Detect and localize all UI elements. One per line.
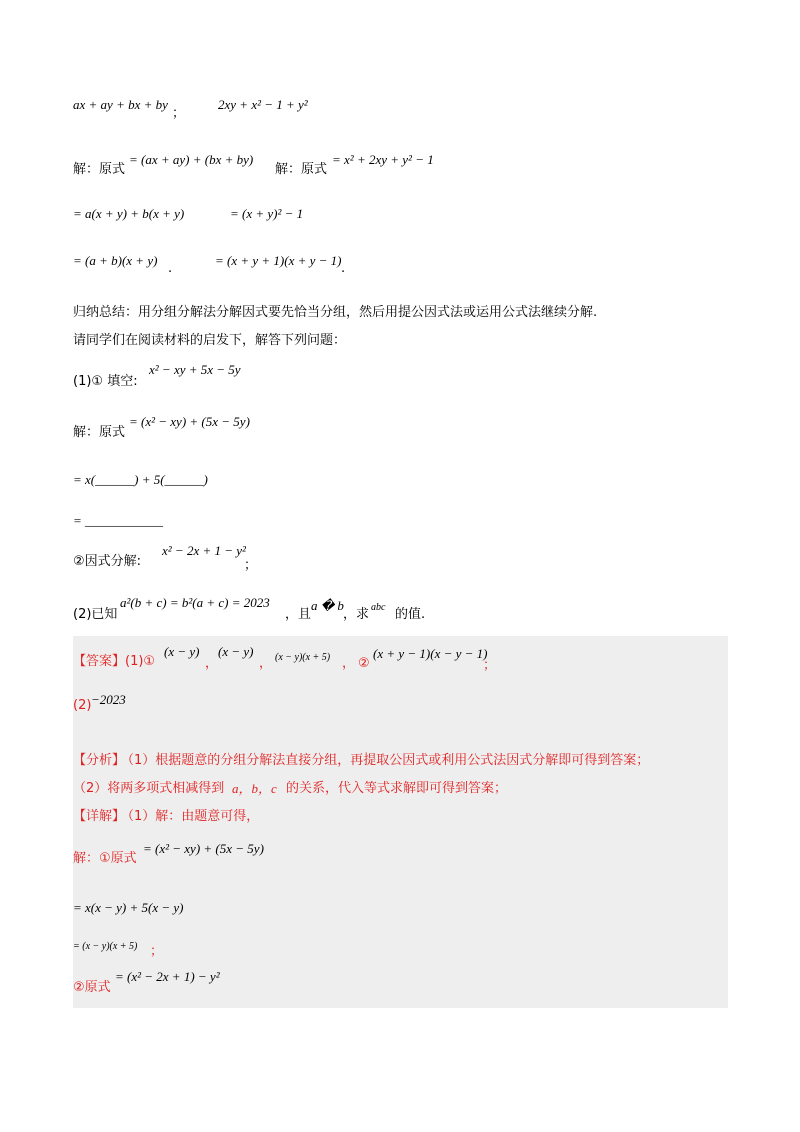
detail-step-4: = (x² − 2x + 1) − y² (115, 969, 220, 984)
semicolon: ； (172, 106, 186, 121)
solution-label: 解：原式 (73, 162, 126, 177)
question-2-label: (2)已知 (73, 607, 118, 622)
detail-step-3: = (x − y)(x + 5) (73, 941, 138, 952)
answer-result-2: (x + y − 1)(x − y − 1) (373, 646, 488, 661)
period: . (341, 261, 346, 276)
detail-solution-label: 解：①原式 (73, 851, 137, 866)
solution-left-step-3: = (a + b)(x + y) (73, 253, 158, 268)
question-1-expr: x² − xy + 5x − 5y (149, 362, 241, 377)
answer-part-2-value: −2023 (91, 692, 126, 707)
detail-line-1: （1）解：由题意可得， (121, 809, 260, 824)
q1-solution-label: 解：原式 (73, 425, 126, 440)
period: . (168, 261, 173, 276)
question-2-condition: a � b (311, 598, 344, 613)
answer-result-1: (x − y)(x + 5) (275, 652, 331, 663)
solution-left-step-2: = a(x + y) + b(x + y) (73, 206, 185, 221)
question-1-label: (1)① 填空: (73, 374, 138, 389)
analysis-tag: 【分析】 (73, 753, 126, 768)
solution-label-right: 解：原式 (275, 162, 328, 177)
solution-left-step-1: = (ax + ay) + (bx + by) (129, 152, 254, 167)
answer-tag: 【答案】(1)① (73, 654, 156, 669)
solution-right-step-2: = (x + y)² − 1 (230, 206, 304, 221)
answer-tag-2: ② (358, 656, 370, 671)
answer-blank-2: (x − y) (218, 644, 254, 659)
comma: ， (259, 656, 273, 671)
question-2-ask: ，求 (343, 607, 370, 622)
detail-step-2: = x(x − y) + 5(x − y) (73, 900, 184, 915)
semicolon: ； (244, 558, 258, 573)
answer-part-2-label: (2) (73, 698, 92, 713)
analysis-line-1: （1）根据题意的分组分解法直接分组，再提取公因式或利用公式法因式分解即可得到答案； (121, 753, 650, 768)
summary-text: 归纳总结：用分组分解法分解因式要先恰当分组，然后用提公因式法或运用公式法继续分解. (73, 305, 598, 320)
semicolon: ； (150, 944, 164, 959)
solution-right-step-1: = x² + 2xy + y² − 1 (332, 152, 434, 167)
q1-result-blank: = ____________ (73, 513, 164, 528)
detail-part-2-label: ②原式 (73, 980, 111, 995)
solution-right-step-3: = (x + y + 1)(x + y − 1) (215, 253, 342, 268)
question-2-expr: a²(b + c) = b²(a + c) = 2023 (120, 595, 270, 610)
q1-solution-expr: = (x² − xy) + (5x − 5y) (129, 414, 250, 429)
comma: ， (342, 656, 356, 671)
semicolon: ； (483, 658, 497, 673)
detail-step-1: = (x² − xy) + (5x − 5y) (143, 841, 264, 856)
question-1b-expr: x² − 2x + 1 − y² (162, 543, 246, 558)
q1-fill-blank: = x(______) + 5(______) (73, 472, 208, 487)
example-right-expr: 2xy + x² − 1 + y² (218, 97, 308, 112)
prompt-text: 请同学们在阅读材料的启发下，解答下列问题： (73, 333, 347, 348)
analysis-line-2b: 的关系，代入等式求解即可得到答案； (286, 781, 508, 796)
question-2-abc: abc (371, 602, 386, 613)
answer-blank-1: (x − y) (164, 644, 200, 659)
analysis-line-2: （2）将两多项式相减得到 (73, 781, 225, 796)
detail-tag: 【详解】 (73, 809, 126, 824)
comma: ， (205, 656, 219, 671)
question-2-end: 的值. (395, 607, 426, 622)
question-1b-label: ②因式分解: (73, 554, 142, 569)
analysis-vars: a，b，c (232, 781, 277, 796)
example-left-expr: ax + ay + bx + by (73, 97, 168, 112)
question-2-conjunction: ，且 (285, 607, 312, 622)
